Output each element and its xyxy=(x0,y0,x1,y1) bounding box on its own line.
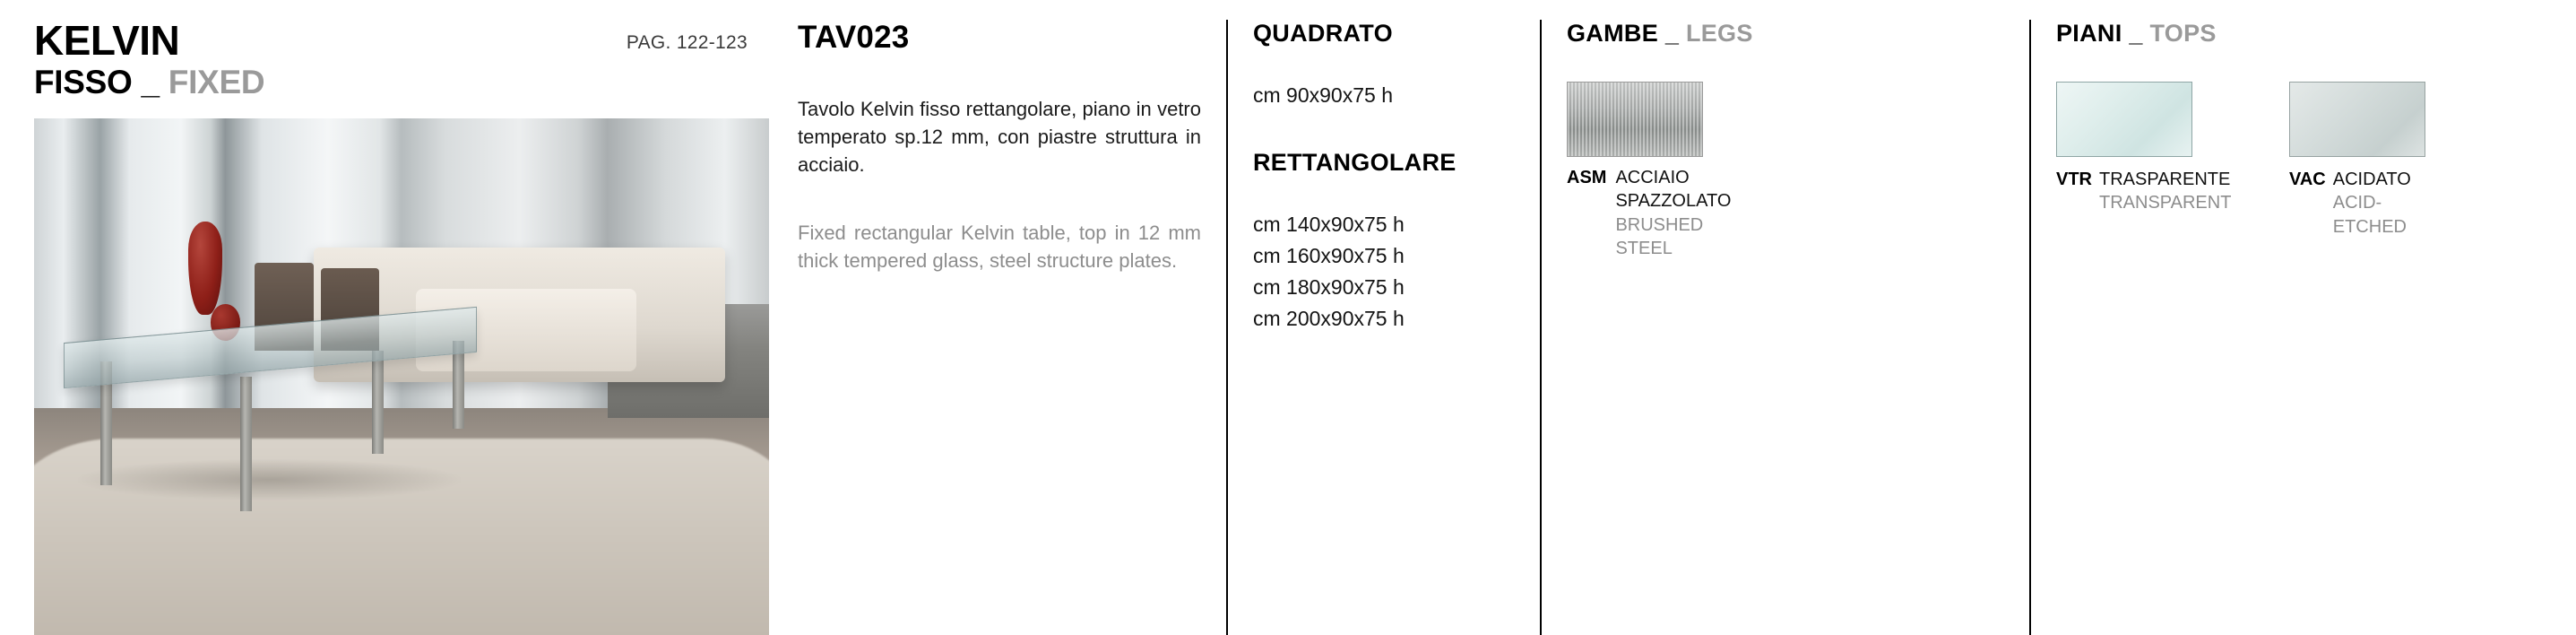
legs-heading-en: LEGS xyxy=(1685,20,1753,47)
legs-column xyxy=(1567,20,2015,261)
size-value: cm 180x90x75 h xyxy=(1253,274,1405,299)
legs-heading xyxy=(1567,20,2015,48)
sizes-spacer xyxy=(1253,111,1522,149)
tops-option-code: VAC xyxy=(2289,170,2326,189)
description-english: Fixed rectangular Kelvin table, top in 12 mm thick tempered glass, steel structure plates. xyxy=(798,221,1201,272)
description-italian: Tavolo Kelvin fisso rettangolare, piano in vetro temperato sp.12 mm, con piastre struttura in acciaio. xyxy=(798,98,1201,177)
column-divider xyxy=(1540,20,1542,635)
legs-option-label-it-1: ACCIAIO xyxy=(1615,168,1690,187)
legs-option-label-it-2: SPAZZOLATO xyxy=(1615,191,1732,212)
legs-option-label-en-2: STEEL xyxy=(1615,239,1673,259)
tops-option-label-it: TRASPARENTE xyxy=(2099,170,2231,189)
tops-option-code: VTR xyxy=(2056,170,2092,189)
tops-heading-en: TOPS xyxy=(2149,20,2217,47)
column-divider xyxy=(1226,20,1228,635)
product-variant-separator: _ xyxy=(141,63,160,100)
legs-option-labels xyxy=(1615,166,1731,261)
legs-option-code: ASM xyxy=(1567,168,1607,187)
size-value: cm 90x90x75 h xyxy=(1253,83,1393,107)
brushed-steel-swatch[interactable] xyxy=(1567,82,1703,157)
product-variant xyxy=(34,65,769,100)
legs-option-label-en-1: BRUSHED xyxy=(1615,214,1704,235)
tops-column xyxy=(2056,20,2558,239)
legs-heading-it: GAMBE xyxy=(1567,20,1658,47)
sizes-square-heading: QUADRATO xyxy=(1253,20,1393,47)
product-code: TAV023 xyxy=(798,20,910,55)
page-reference: PAG. 122-123 xyxy=(626,32,748,53)
photo-table-leg xyxy=(240,377,252,511)
tops-options xyxy=(2056,82,2558,239)
tops-option-caption xyxy=(2289,168,2425,239)
tops-option-label-en: ACID-ETCHED xyxy=(2332,193,2407,237)
tops-option-label-it: ACIDATO xyxy=(2332,170,2411,189)
description-column xyxy=(798,20,1219,274)
photo-red-vase-tall xyxy=(188,222,222,315)
acid-etched-glass-swatch[interactable] xyxy=(2289,82,2425,157)
legs-heading-separator: _ xyxy=(1664,20,1680,47)
tops-option-labels xyxy=(2099,168,2231,215)
tops-option-labels xyxy=(2333,168,2425,239)
tops-option-label-en: TRANSPARENT xyxy=(2099,193,2232,213)
legs-option-asm[interactable] xyxy=(1567,82,2015,261)
tops-heading-it: PIANI xyxy=(2056,20,2122,47)
size-value: cm 160x90x75 h xyxy=(1253,243,1405,267)
tops-option-vac[interactable] xyxy=(2289,82,2425,239)
product-column xyxy=(34,17,769,100)
photo-table-shadow xyxy=(78,459,460,500)
tops-heading xyxy=(2056,20,2558,48)
legs-option-caption xyxy=(1567,166,2015,261)
size-value: cm 200x90x75 h xyxy=(1253,306,1405,330)
product-variant-it: FISSO xyxy=(34,63,133,100)
product-variant-en: FIXED xyxy=(168,63,265,100)
size-value: cm 140x90x75 h xyxy=(1253,212,1405,236)
tops-option-vtr[interactable] xyxy=(2056,82,2232,239)
sizes-column xyxy=(1253,20,1522,335)
tops-option-caption xyxy=(2056,168,2232,215)
photo-table-leg xyxy=(372,351,384,454)
product-photo xyxy=(34,118,769,635)
column-divider xyxy=(2029,20,2031,635)
sizes-rectangular-heading: RETTANGOLARE xyxy=(1253,148,1457,176)
product-title: KELVIN xyxy=(34,17,180,64)
tops-heading-separator: _ xyxy=(2129,20,2143,47)
transparent-glass-swatch[interactable] xyxy=(2056,82,2192,157)
